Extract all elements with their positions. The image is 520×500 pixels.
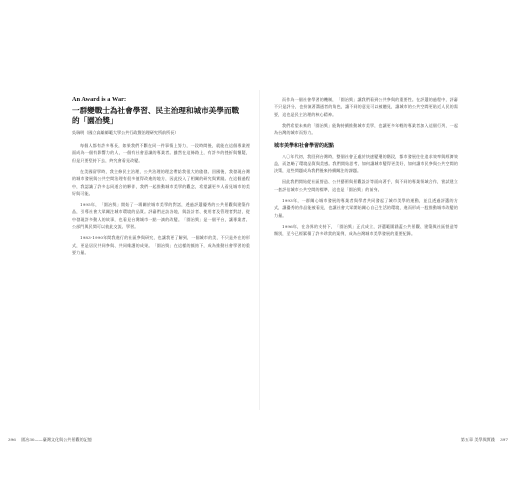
body-paragraph: 每個人都有許多專長，如果我們不斷在同一件事情上努力，一段時間後，就能在這個專業裡面成為一個有影響力的人，一個有社會意識的專業者。雖然在這條路上，有許多的挫折與懷疑，但是只要堅持下去，終究會看見改變。 <box>72 143 250 163</box>
body-paragraph: 我們希望未來的「園冶獎」能夠持續推動城市美學，也讓更多年輕的專業者加入這個行列，一起為台灣的城市而努力。 <box>274 122 458 136</box>
author-byline: 吳瑞明（國立高雄師範大學公共行政暨治理研究所前所長） <box>72 130 179 135</box>
body-paragraph: 1983-1990年間我進行的社區參與研究，也讓我更了解到，一個城市的美，不只是外在的形式，更是居民共同參與、共同維護的成果。「園冶獎」在這樣的脈絡下，成為推動社會學習的重要力量。 <box>72 235 250 256</box>
article-title-chinese <box>72 106 250 126</box>
page-number: 396 <box>8 437 16 442</box>
left-text-column <box>72 96 250 260</box>
article-title-english: An Award is a War: <box>72 96 127 103</box>
body-paragraph: 在美國留學時，我主修民主治理，公共治理的理念帶給我很大的啟發。回國後，我發現台灣的城市發展與公共空間治理有很多值得改進的地方，因此投入了相關的研究與實踐。在這個過程中，我認識了許多志同道合的夥伴，我們一起推動城市美學的觀念，希望讓更多人看見城市的美好與可能。 <box>72 168 250 197</box>
running-head: 園冶30——臺灣文化與公共景觀的記憶 <box>21 437 92 442</box>
body-paragraph: 1995年，「園冶獎」開始了一場關於城市美學的對話，透過評選優秀的公共景觀與建築作品，引導社會大眾關注城市環境的品質。評審們走訪各地，與設計者、使用者及管理者對話，從中發現許多動人的故事，也看見台灣城市一點一滴的改變。「園冶獎」是一個平台，讓專業者、公部門與民間可以彼此交流、學習。 <box>72 202 250 230</box>
body-paragraph: 而作為一個社會學習的機制，「園冶獎」讓我們看到公共參與的重要性。在評選的過程中，評審不只是評分，也扮演著溝通者的角色，讓不同的意見可以被聽見，讓城市的公共空間更貼近人民的需要，這也是民主治理的核心精神。 <box>274 97 458 117</box>
right-page-footer <box>461 437 512 443</box>
body-paragraph: 八〇年代初，我回到台灣時，整個社會正處於快速變遷的階段，都市發展往往追求效率與經濟效益，而忽略了環境品質與美感。我們開始思考，如何讓城市變得更美好，如何讓市民參與公共空間的決策，這些問題成為我們後來持續關注的課題。 <box>274 153 458 174</box>
article-title-line: 的「園冶獎」 <box>72 116 118 125</box>
section-subtitle: 城市美學和社會學習的起點 <box>274 142 335 149</box>
article-title-line: 一群變戰士為社會學習、民主治理和城市美學而戰 <box>72 106 240 115</box>
body-paragraph: 1993年，一群關心城市發展的專業者與學者共同發起了城市美學的運動，並且透過評選的方式，讓優秀的作品能被看見，也讓社會大眾開始關心自己生活的環境，進而形成一股推動城市改變的力量。 <box>274 197 458 218</box>
page-number: 397 <box>500 437 508 442</box>
body-paragraph: 1996年，在各界的支持下，「園冶獎」正式成立，評選範圍涵蓋公共景觀、建築與社區營造等類別，至今已經累積了許多珍貴的案例，成為台灣城市美學發展的重要紀錄。 <box>274 223 458 237</box>
left-page-footer <box>8 437 96 443</box>
running-head: 第五章 美學與實踐 <box>460 437 495 442</box>
body-paragraph: 因此我們開始從社區營造、公共藝術與景觀設計等面向著手，與不同的專業領域合作，嘗試建立一套評估城市公共空間的標準，這也是「園冶獎」的前身。 <box>274 179 458 192</box>
right-page <box>260 0 520 500</box>
right-text-column <box>274 96 458 241</box>
